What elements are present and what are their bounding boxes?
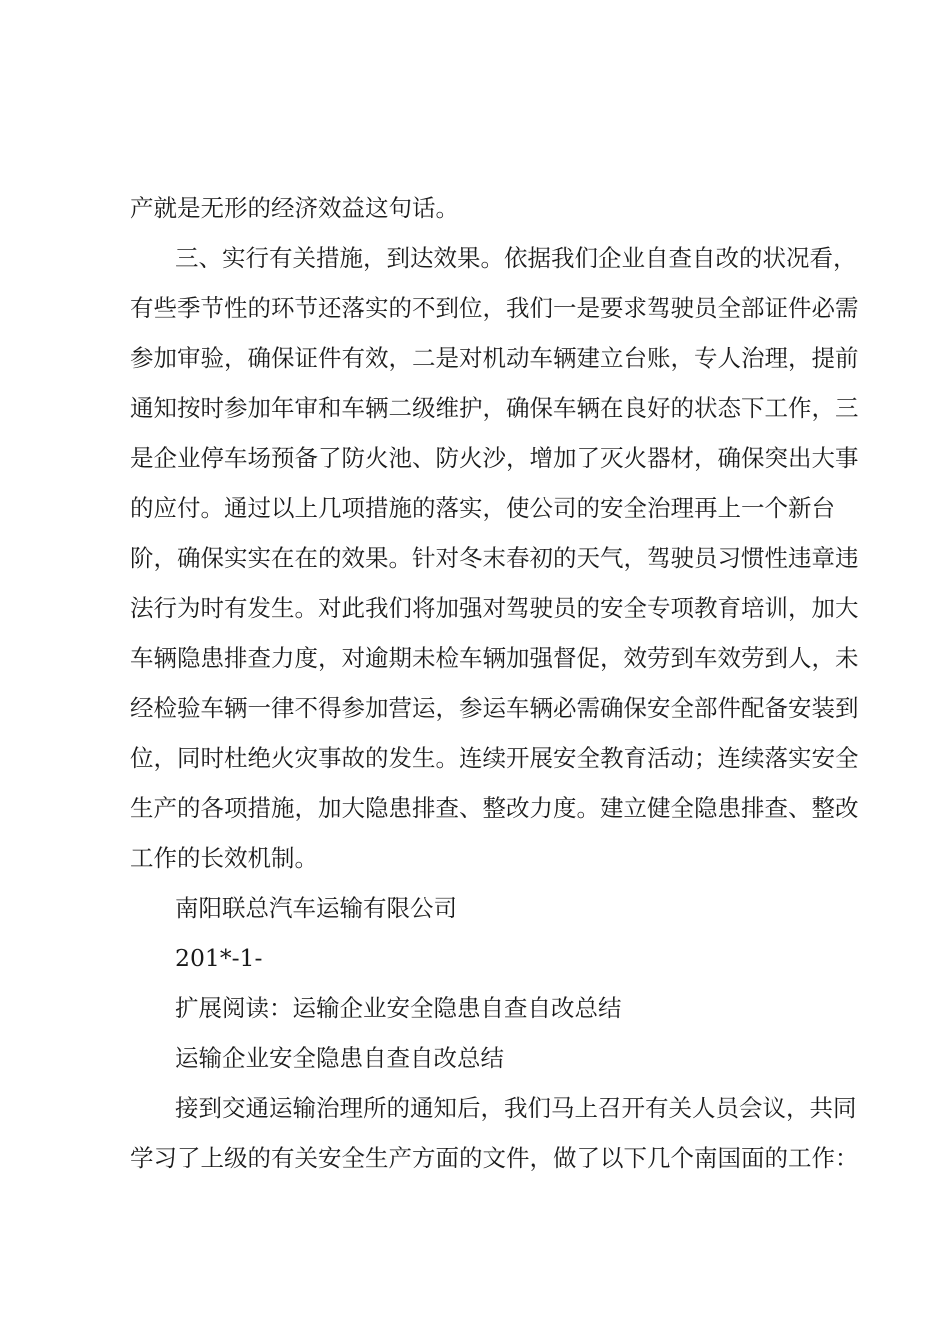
text-line: 有些季节性的环节还落实的不到位，我们一是要求驾驶员全部证件必需 — [130, 294, 859, 322]
text-line: 法行为时有发生。对此我们将加强对驾驶员的安全专项教育培训，加大 — [130, 594, 859, 622]
text-line: 的应付。通过以上几项措施的落实，使公司的安全治理再上一个新台 — [130, 494, 835, 522]
text-line: 位，同时杜绝火灾事故的发生。连续开展安全教育活动；连续落实安全 — [130, 744, 859, 772]
text-line: 参加审验，确保证件有效，二是对机动车辆建立台账，专人治理，提前 — [130, 344, 859, 372]
text-line: 阶，确保实实在在的效果。针对冬末春初的天气，驾驶员习惯性违章违 — [130, 544, 859, 572]
company-name: 南阳联总汽车运输有限公司 — [175, 894, 457, 922]
text-line: 产就是无形的经济效益这句话。 — [130, 194, 459, 222]
section-title: 运输企业安全隐患自查自改总结 — [175, 1044, 504, 1072]
text-line: 车辆隐患排查力度，对逾期未检车辆加强督促，效劳到车效劳到人，未 — [130, 644, 859, 672]
text-line: 学习了上级的有关安全生产方面的文件，做了以下几个南国面的工作： — [130, 1144, 859, 1172]
text-line: 经检验车辆一律不得参加营运，参运车辆必需确保安全部件配备安装到 — [130, 694, 859, 722]
text-line: 是企业停车场预备了防火池、防火沙，增加了灭火器材，确保突出大事 — [130, 444, 859, 472]
text-line: 三、实行有关措施，到达效果。依据我们企业自查自改的状况看， — [175, 244, 857, 272]
text-line: 生产的各项措施，加大隐患排查、整改力度。建立健全隐患排查、整改 — [130, 794, 859, 822]
date-line: 201*-1- — [175, 944, 263, 972]
extended-reading-line: 扩展阅读：运输企业安全隐患自查自改总结 — [175, 994, 622, 1022]
text-line: 通知按时参加年审和车辆二级维护，确保车辆在良好的状态下工作，三 — [130, 394, 859, 422]
text-line: 工作的长效机制。 — [130, 844, 318, 872]
text-line: 接到交通运输治理所的通知后，我们马上召开有关人员会议，共同 — [175, 1094, 857, 1122]
